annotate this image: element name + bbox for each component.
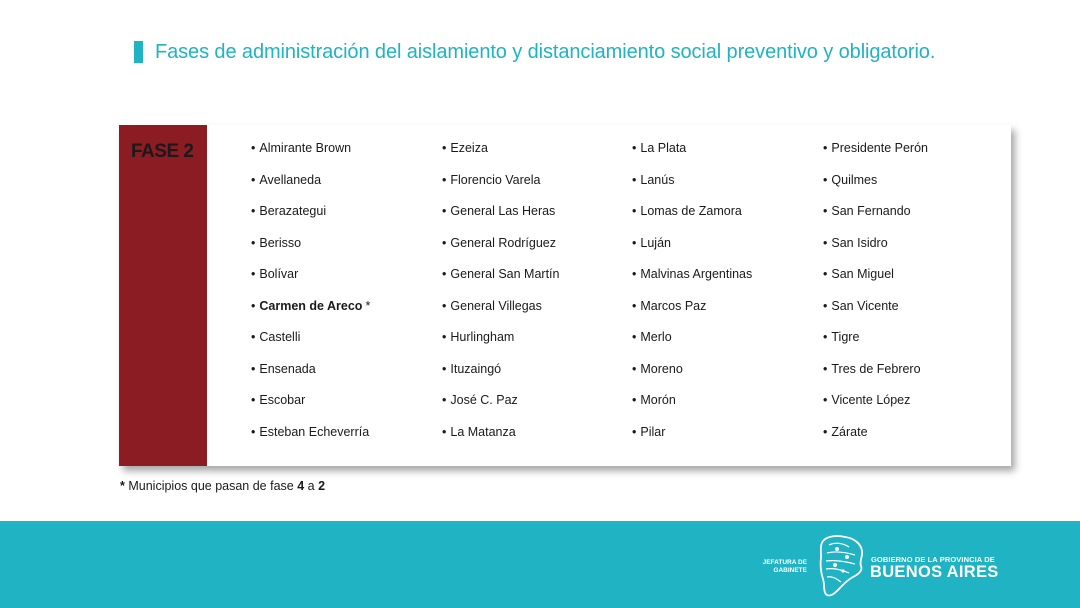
municipality-name: Merlo — [640, 330, 672, 344]
bullet-icon: • — [632, 330, 637, 344]
bullet-icon: • — [823, 424, 828, 439]
municipality-name: Vicente López — [831, 393, 911, 407]
bullet-icon: • — [823, 204, 828, 218]
bullet-icon: • — [632, 141, 637, 155]
footnote-connector: a — [304, 479, 319, 493]
municipality-item — [442, 140, 559, 172]
municipality-name: Carmen de Areco — [259, 298, 363, 313]
municipality-column-1 — [251, 140, 370, 455]
government-label: GOBIERNO DE LA PROVINCIA DE — [871, 555, 995, 564]
municipality-item — [632, 361, 752, 393]
municipality-name: La Plata — [640, 141, 687, 155]
page-title: Fases de administración del aislamiento y distanciamiento social preventivo y obligatorio. — [155, 40, 936, 63]
municipality-name: Pilar — [640, 424, 666, 439]
municipality-item — [823, 329, 928, 361]
bullet-icon: • — [823, 141, 828, 155]
municipality-item — [251, 392, 370, 424]
bullet-icon: • — [823, 330, 828, 344]
bullet-icon: • — [632, 393, 637, 407]
bullet-icon: • — [632, 424, 637, 439]
bullet-icon: • — [442, 361, 447, 376]
bullet-icon: • — [632, 298, 637, 313]
municipality-name: Tigre — [831, 330, 860, 344]
municipality-name: Marcos Paz — [640, 298, 707, 313]
municipality-item — [442, 235, 559, 267]
municipality-name: Ezeiza — [450, 141, 488, 155]
municipality-item — [442, 392, 559, 424]
bullet-icon: • — [823, 393, 828, 407]
municipality-name: Avellaneda — [259, 172, 322, 187]
municipality-name: José C. Paz — [450, 393, 518, 407]
bullet-icon: • — [823, 267, 828, 281]
bullet-icon: • — [442, 298, 447, 313]
bullet-icon: • — [442, 424, 447, 439]
municipality-item — [632, 140, 752, 172]
footnote — [120, 479, 325, 493]
footnote-from-phase: 4 — [297, 479, 305, 493]
bullet-icon: • — [442, 204, 447, 218]
bullet-icon: • — [823, 235, 828, 250]
municipality-name: Luján — [640, 235, 671, 250]
municipality-name: Presidente Perón — [831, 141, 928, 155]
municipality-item — [251, 424, 370, 456]
municipality-name: San Isidro — [831, 235, 888, 250]
bullet-icon: • — [251, 298, 256, 313]
municipality-column-3 — [632, 140, 752, 455]
municipality-name: Esteban Echeverría — [259, 424, 370, 439]
bullet-icon: • — [823, 361, 828, 376]
bullet-icon: • — [251, 141, 256, 155]
municipality-column-2 — [442, 140, 559, 455]
title-accent-bar — [134, 41, 143, 63]
bullet-icon: • — [251, 204, 256, 218]
municipality-name: San Miguel — [831, 267, 894, 281]
municipality-item — [823, 140, 928, 172]
municipality-item — [251, 298, 370, 330]
municipality-item — [632, 203, 752, 235]
municipality-item — [632, 172, 752, 204]
bullet-icon: • — [632, 361, 637, 376]
page-header — [134, 40, 935, 64]
bullet-icon: • — [632, 172, 637, 187]
municipality-name: Almirante Brown — [259, 141, 352, 155]
municipality-name: Quilmes — [831, 172, 878, 187]
buenos-aires-emblem-icon — [817, 533, 865, 599]
municipality-item — [442, 424, 559, 456]
municipality-name: Escobar — [259, 393, 306, 407]
municipality-name: Berisso — [259, 235, 302, 250]
municipality-column-4 — [823, 140, 928, 455]
municipality-name: Florencio Varela — [450, 172, 541, 187]
municipality-item — [251, 140, 370, 172]
bullet-icon: • — [251, 267, 256, 281]
bullet-icon: • — [823, 298, 828, 313]
phase-change-marker: * — [365, 298, 371, 313]
municipality-item — [823, 424, 928, 456]
municipality-name: Lanús — [640, 172, 675, 187]
municipality-item — [632, 298, 752, 330]
phase-band — [119, 125, 207, 466]
municipality-name: Hurlingham — [450, 330, 515, 344]
municipality-name: Moreno — [640, 361, 683, 376]
footnote-to-phase: 2 — [318, 479, 326, 493]
municipality-name: Ituzaingó — [450, 361, 502, 376]
municipality-item — [823, 203, 928, 235]
municipality-item — [823, 266, 928, 298]
municipality-item — [823, 235, 928, 267]
bullet-icon: • — [251, 361, 256, 376]
municipality-item — [251, 329, 370, 361]
bullet-icon: • — [251, 330, 256, 344]
municipality-item — [442, 266, 559, 298]
municipality-name: Berazategui — [259, 204, 327, 218]
municipality-name: General Las Heras — [450, 204, 556, 218]
municipality-item — [251, 266, 370, 298]
municipality-item — [251, 203, 370, 235]
municipality-item — [442, 361, 559, 393]
bullet-icon: • — [251, 235, 256, 250]
municipality-name: General Rodríguez — [450, 235, 557, 250]
municipality-item — [632, 235, 752, 267]
bullet-icon: • — [442, 235, 447, 250]
bullet-icon: • — [823, 172, 828, 187]
footnote-asterisk: * — [120, 479, 125, 493]
municipality-item — [823, 361, 928, 393]
bullet-icon: • — [442, 141, 447, 155]
bullet-icon: • — [251, 172, 256, 187]
bullet-icon: • — [632, 267, 637, 281]
municipality-name: Castelli — [259, 330, 301, 344]
municipality-item — [442, 298, 559, 330]
municipality-item — [251, 172, 370, 204]
footer-bar — [0, 521, 1080, 608]
municipality-name: General Villegas — [450, 298, 542, 313]
bullet-icon: • — [251, 424, 256, 439]
phase-card — [119, 125, 1011, 466]
municipality-item — [823, 298, 928, 330]
municipality-name: Bolívar — [259, 267, 299, 281]
municipality-item — [632, 424, 752, 456]
municipality-item — [823, 172, 928, 204]
bullet-icon: • — [632, 235, 637, 250]
municipality-name: Lomas de Zamora — [640, 204, 742, 218]
municipality-item — [632, 329, 752, 361]
municipality-item — [251, 235, 370, 267]
bullet-icon: • — [442, 330, 447, 344]
municipality-name: Zárate — [831, 424, 868, 439]
municipality-name: General San Martín — [450, 267, 560, 281]
bullet-icon: • — [632, 204, 637, 218]
municipality-item — [632, 266, 752, 298]
municipality-name: Tres de Febrero — [831, 361, 921, 376]
municipality-item — [442, 203, 559, 235]
municipality-item — [442, 329, 559, 361]
municipality-item — [251, 361, 370, 393]
municipality-item — [632, 392, 752, 424]
footnote-text: Municipios que pasan de fase — [124, 479, 298, 493]
jefatura-de-gabinete-logo: JEFATURA DE GABINETE — [762, 559, 807, 574]
bullet-icon: • — [442, 393, 447, 407]
municipality-item — [823, 392, 928, 424]
bullet-icon: • — [442, 172, 447, 187]
municipality-name: La Matanza — [450, 424, 516, 439]
municipality-name: San Vicente — [831, 298, 899, 313]
municipality-name: San Fernando — [831, 204, 911, 218]
municipality-item — [442, 172, 559, 204]
municipality-name: Malvinas Argentinas — [640, 267, 753, 281]
province-name: BUENOS AIRES — [870, 563, 999, 581]
municipality-name: Ensenada — [259, 361, 316, 376]
bullet-icon: • — [442, 267, 447, 281]
bullet-icon: • — [251, 393, 256, 407]
phase-label: FASE 2 — [131, 141, 194, 162]
municipality-name: Morón — [640, 393, 676, 407]
